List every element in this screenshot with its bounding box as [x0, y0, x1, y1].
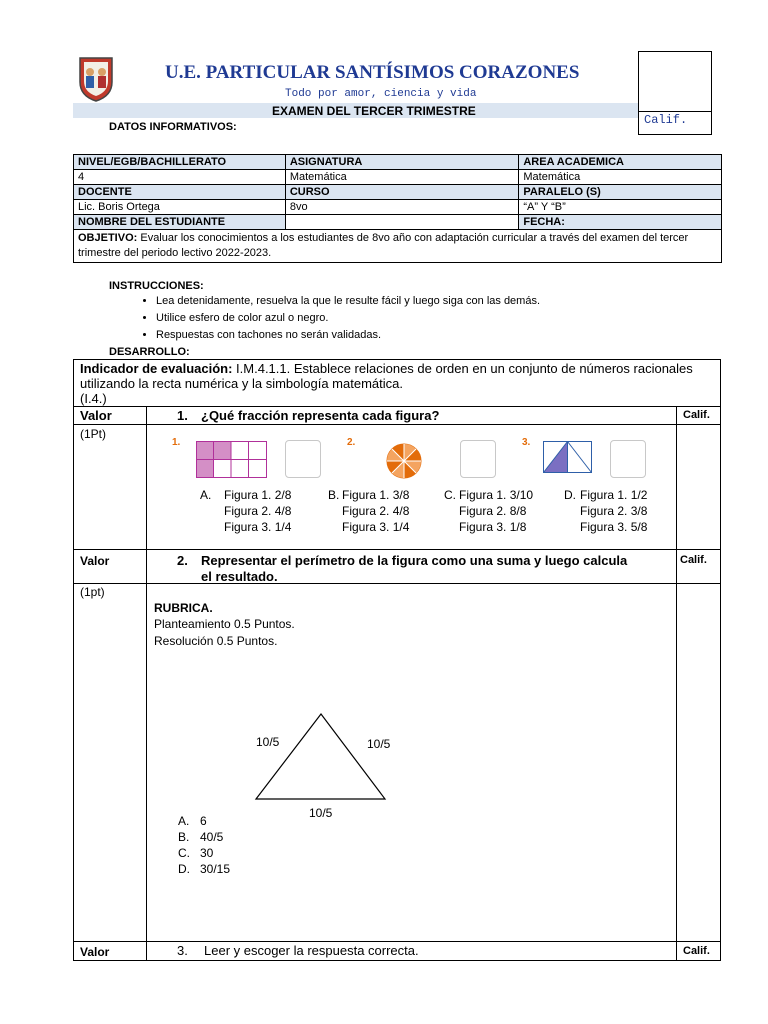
info-cell: CURSO — [285, 185, 519, 200]
info-cell: 8vo — [285, 200, 519, 215]
list-item: • Respuestas con tachones no serán validadas. — [156, 327, 540, 344]
q1-option-a[interactable] — [200, 487, 292, 534]
info-cell: Matemática — [519, 170, 722, 185]
side-right-label: 10/5 — [367, 737, 391, 751]
q2-calif: Calif. — [680, 554, 707, 566]
exam-title: EXAMEN DEL TERCER TRIMESTRE — [272, 104, 476, 118]
school-name: U.E. PARTICULAR SANTÍSIMOS CORAZONES — [165, 62, 580, 83]
q2-title-line1: Representar el perímetro de la figura como una suma y luego calcula — [201, 553, 628, 568]
q2-title-line2: el resultado. — [201, 569, 278, 584]
q1-valor: Valor — [80, 408, 112, 423]
info-cell: NOMBRE DEL ESTUDIANTE — [74, 215, 286, 230]
list-item: • Utilice esfero de color azul o negro. — [156, 310, 540, 327]
q3-title: Leer y escoger la respuesta correcta. — [204, 943, 419, 958]
q2-option-d[interactable] — [178, 861, 231, 877]
option-value: 40/5 — [200, 830, 224, 844]
option-letter: A. — [200, 488, 212, 502]
q1-number: 1. — [177, 408, 188, 423]
q2-option-b[interactable] — [178, 829, 224, 845]
grade-box-label: Calif. — [644, 113, 688, 127]
info-cell: DOCENTE — [74, 185, 286, 200]
q1-calif: Calif. — [683, 409, 710, 421]
option-line: Figura 1. 1/2 — [580, 488, 648, 502]
option-line: Figura 3. 1/8 — [459, 520, 527, 534]
q1-option-c[interactable] — [444, 487, 534, 534]
rubrica-line: Planteamiento 0.5 Puntos. — [154, 617, 295, 631]
info-cell: FECHA: — [519, 215, 722, 230]
option-line: Figura 3. 5/8 — [580, 520, 648, 534]
option-letter: B. — [328, 488, 340, 502]
option-letter: B. — [178, 830, 190, 844]
figure-3-triangles-icon — [543, 441, 593, 473]
indicator-label: Indicador de evaluación: — [80, 361, 233, 376]
q1-option-d[interactable] — [564, 487, 648, 534]
option-line: Figura 3. 1/4 — [342, 520, 410, 534]
q2-option-a[interactable] — [178, 813, 207, 829]
q3-calif: Calif. — [683, 945, 710, 957]
info-cell: ASIGNATURA — [285, 155, 519, 170]
info-cell: Matemática — [285, 170, 519, 185]
q3-number: 3. — [177, 943, 188, 958]
answer-box-1[interactable] — [285, 440, 321, 478]
q2-points: (1pt) — [80, 585, 105, 599]
school-motto: Todo por amor, ciencia y vida — [285, 88, 477, 100]
option-letter: D. — [564, 488, 576, 502]
option-line: Figura 1. 3/8 — [342, 488, 410, 502]
datos-label: DATOS INFORMATIVOS: — [109, 121, 237, 133]
side-left-label: 10/5 — [256, 735, 280, 749]
side-bottom-label: 10/5 — [309, 806, 333, 820]
option-value: 6 — [200, 814, 207, 828]
instructions-title: INSTRUCCIONES: — [109, 280, 204, 292]
option-value: 30 — [200, 846, 214, 860]
q2-option-c[interactable] — [178, 845, 214, 861]
answer-box-3[interactable] — [610, 440, 646, 478]
info-cell: PARALELO (S) — [519, 185, 722, 200]
option-line: Figura 2. 4/8 — [342, 504, 410, 518]
q3-valor: Valor — [80, 945, 110, 959]
objetivo-label: OBJETIVO: — [78, 232, 138, 244]
objetivo-text: Evaluar los conocimientos a los estudiantes de 8vo año con adaptación curricular a través del examen del tercer trimestre del periodo lectivo 2022-2023. — [78, 232, 689, 259]
option-line: Figura 2. 8/8 — [459, 504, 527, 518]
q2-number: 2. — [177, 553, 188, 568]
q1-option-b[interactable] — [328, 487, 410, 534]
figure-1-rect-grid-icon — [196, 441, 268, 479]
triangle-figure-icon — [254, 712, 391, 802]
option-letter: C. — [444, 488, 456, 502]
option-line: Figura 1. 3/10 — [459, 488, 534, 502]
option-line: Figura 3. 1/4 — [224, 520, 292, 534]
info-cell: AREA ACADEMICA — [519, 155, 722, 170]
rubrica-line: Resolución 0.5 Puntos. — [154, 634, 278, 648]
list-item: • Lea detenidamente, resuelva la que le resulte fácil y luego siga con las demás. — [156, 293, 540, 310]
option-value: 30/15 — [200, 862, 231, 876]
option-line: Figura 2. 4/8 — [224, 504, 292, 518]
q1-title: ¿Qué fracción representa cada figura? — [201, 408, 440, 423]
option-letter: C. — [178, 846, 190, 860]
figure-3-label: 3. — [522, 437, 531, 448]
option-letter: A. — [178, 814, 190, 828]
indicator-text — [80, 361, 710, 406]
desarrollo-label: DESARROLLO: — [109, 346, 190, 358]
q1-points: (1Pt) — [80, 427, 107, 441]
indicator-body: I.M.4.1.1. Establece relaciones de orden en un conjunto de números racionales utilizando la recta numérica y la simbología matemática. — [80, 361, 693, 391]
option-line: Figura 2. 3/8 — [580, 504, 648, 518]
q2-valor: Valor — [80, 554, 110, 568]
rubrica-title: RUBRICA. — [154, 601, 213, 615]
info-cell: “A” Y “B” — [519, 200, 722, 215]
indicator-code: (I.4.) — [80, 391, 107, 406]
figure-2-pie-icon — [386, 443, 422, 479]
figure-2-label: 2. — [347, 437, 356, 448]
q2-options — [178, 813, 231, 877]
info-cell: NIVEL/EGB/BACHILLERATO — [74, 155, 286, 170]
option-letter: D. — [178, 862, 190, 876]
option-line: Figura 1. 2/8 — [224, 488, 292, 502]
answer-box-2[interactable] — [460, 440, 496, 478]
figure-1-label: 1. — [172, 437, 181, 448]
info-cell: 4 — [74, 170, 286, 185]
info-cell: Lic. Boris Ortega — [74, 200, 286, 215]
